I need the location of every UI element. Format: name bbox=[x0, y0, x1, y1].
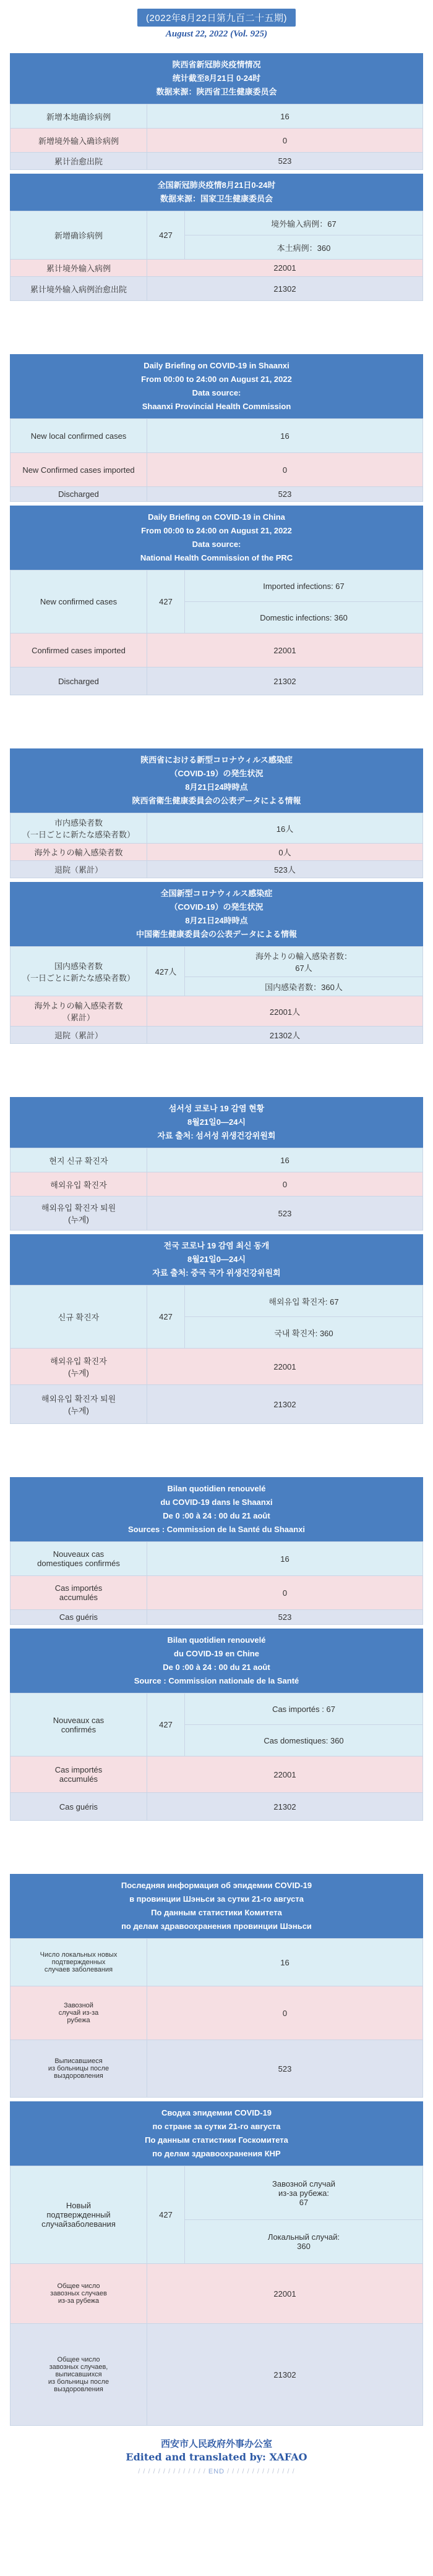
table-row: 退院（累計） 523人 bbox=[11, 861, 423, 878]
shaanxi-briefing-kr bbox=[10, 1097, 423, 1231]
table-row: 市内感染者数 （一日ごとに新たな感染者数） 16人 bbox=[11, 813, 423, 844]
organization-name: 西安市人民政府外事办公室 bbox=[160, 2438, 272, 2449]
block-title: Bilan quotidien renouvelé du COVID-19 dans le Shaanxi De 0 :00 à 24 : 00 du 21 août Sources : Commission de la Santé du Shaanxi bbox=[10, 1477, 423, 1541]
section-english bbox=[10, 354, 423, 695]
table-row: Confirmed cases imported 22001 bbox=[11, 633, 423, 667]
stats-table bbox=[10, 1148, 423, 1231]
table-row: New confirmed cases 427 Imported infections: 67 bbox=[11, 570, 423, 602]
table-row: 累计境外输入病例 22001 bbox=[11, 260, 423, 277]
block-title: Daily Briefing on COVID-19 in Shaanxi From 00:00 to 24:00 on August 21, 2022 Data source: Shaanxi Provincial Health Commission bbox=[10, 354, 423, 418]
translation-credit: Edited and translated by: XAFAO bbox=[126, 2451, 307, 2463]
china-briefing-cn bbox=[10, 174, 423, 301]
block-title: Сводка эпидемии COVID-19 по стране за сутки 21-го августа По данным статистики Госкомитета по делам здравоохранения КНР bbox=[10, 2101, 423, 2166]
table-row: Cas guéris 523 bbox=[11, 1610, 423, 1625]
table-row: New Confirmed cases imported 0 bbox=[11, 453, 423, 487]
stats-table bbox=[10, 1693, 423, 1821]
table-row: 국내 확진자: 360 bbox=[11, 1317, 423, 1349]
table-row: 累计境外输入病例治愈出院 21302 bbox=[11, 277, 423, 301]
section-chinese bbox=[10, 53, 423, 301]
shaanxi-briefing-en bbox=[10, 354, 423, 502]
block-title: Последняя информация об эпидемии COVID-19 в провинции Шэньси за сутки 21-го августа По данным статистики Комитета по делам здравоохранения провинции Шэньси bbox=[10, 1874, 423, 1938]
stats-table bbox=[10, 946, 423, 1044]
divider-dots-icon: / / / / / / / / / / / / / / bbox=[138, 2468, 208, 2475]
block-title: 전국 코로나 19 감염 최신 동개 8월21일0—24시 자료 출처: 중국 국가 위생건강위원회 bbox=[10, 1234, 423, 1285]
shaanxi-briefing-fr bbox=[10, 1477, 423, 1625]
table-row: 新增境外输入确诊病例 0 bbox=[11, 129, 423, 153]
table-row: Общее число завозных случаев, выписавшихся из больницы после выздоровления 21302 bbox=[11, 2324, 423, 2426]
table-row: Domestic infections: 360 bbox=[11, 602, 423, 633]
table-row: 新增确诊病例 427 境外输入病例：67 bbox=[11, 211, 423, 235]
stats-table bbox=[10, 2166, 423, 2426]
china-briefing-en bbox=[10, 506, 423, 695]
china-briefing-ru bbox=[10, 2101, 423, 2426]
table-row: 해외유입 확진자 (누계) 22001 bbox=[11, 1349, 423, 1385]
stats-table bbox=[10, 570, 423, 695]
table-row: Число локальных новых подтвержденных случаев заболевания 16 bbox=[11, 1939, 423, 1986]
section-russian bbox=[10, 1874, 423, 2426]
block-title: 全国新型コロナウィルス感染症 （COVID-19）の発生状況 8月21日24時時点 中国衛生健康委員会の公表データによる情報 bbox=[10, 882, 423, 946]
block-title: 섬서성 코로나 19 감염 현황 8월21일0—24시 자료 출처: 섬서성 위생건강위원회 bbox=[10, 1097, 423, 1148]
china-briefing-fr bbox=[10, 1629, 423, 1821]
table-row: Discharged 21302 bbox=[11, 667, 423, 695]
stats-table bbox=[10, 211, 423, 301]
table-row: 현지 신규 확진자 16 bbox=[11, 1148, 423, 1172]
block-title: Daily Briefing on COVID-19 in China From 00:00 to 24:00 on August 21, 2022 Data source: National Health Commission of the PRC bbox=[10, 506, 423, 570]
issue-date-english: August 22, 2022 (Vol. 925) bbox=[165, 29, 268, 39]
table-row: 해외유입 확진자 0 bbox=[11, 1172, 423, 1197]
table-row: Cas importés accumulés 22001 bbox=[11, 1756, 423, 1793]
china-briefing-kr bbox=[10, 1234, 423, 1424]
table-row: Новый подтвержденный случайзаболевания 427 Завозной случай из-за рубежа: 67 bbox=[11, 2166, 423, 2220]
table-row: Cas guéris 21302 bbox=[11, 1793, 423, 1821]
table-row: 해외유입 확진자 퇴원 (누계) 523 bbox=[11, 1197, 423, 1231]
china-briefing-jp bbox=[10, 882, 423, 1044]
table-row: Общее число завозных случаев из-за рубежа 22001 bbox=[11, 2264, 423, 2324]
shaanxi-briefing-cn bbox=[10, 53, 423, 170]
page-footer bbox=[0, 2437, 433, 2484]
shaanxi-briefing-jp bbox=[10, 748, 423, 878]
table-row: 신규 확진자 427 해외유입 확진자: 67 bbox=[11, 1286, 423, 1317]
table-row: 累计治愈出院 523 bbox=[11, 153, 423, 170]
table-row: 해외유입 확진자 퇴원 (누계) 21302 bbox=[11, 1385, 423, 1424]
end-mark bbox=[0, 2468, 433, 2475]
shaanxi-briefing-ru bbox=[10, 1874, 423, 2098]
table-row: 海外よりの輸入感染者数 0人 bbox=[11, 844, 423, 861]
block-title: 陝西省における新型コロナウィルス感染症 （COVID-19）の発生状況 8月21日24時時点 陝西省衛生健康委員会の公表データによる情報 bbox=[10, 748, 423, 813]
stats-table bbox=[10, 1285, 423, 1424]
page-header bbox=[0, 0, 433, 40]
table-row: Nouveaux cas confirmés 427 Cas importés : 67 bbox=[11, 1693, 423, 1725]
table-row: Завозной случай из-за рубежа 0 bbox=[11, 1986, 423, 2040]
table-row: 国内感染者数 （一日ごとに新たな感染者数） 427人 海外よりの輸入感染者数： 67人 bbox=[11, 947, 423, 977]
table-row: Nouveaux cas domestiques confirmés 16 bbox=[11, 1542, 423, 1576]
stats-table bbox=[10, 418, 423, 502]
block-title: Bilan quotidien renouvelé du COVID-19 en Chine De 0 :00 à 24 : 00 du 21 août Source : Commission nationale de la Santé bbox=[10, 1629, 423, 1693]
table-row: 新增本地确诊病例 16 bbox=[11, 104, 423, 129]
issue-date-badge: (2022年8月22日第九百二十五期) bbox=[137, 9, 296, 27]
table-row: Cas domestiques: 360 bbox=[11, 1725, 423, 1756]
stats-table bbox=[10, 813, 423, 878]
table-row: 国内感染者数：360人 bbox=[11, 977, 423, 996]
table-row: 本土病例：360 bbox=[11, 235, 423, 260]
table-row: New local confirmed cases 16 bbox=[11, 419, 423, 453]
block-title: 陕西省新冠肺炎疫情情况 统计截至8月21日 0-24时 数据来源：陕西省卫生健康委员会 bbox=[10, 53, 423, 104]
stats-table bbox=[10, 1541, 423, 1625]
stats-table bbox=[10, 1938, 423, 2098]
stats-table bbox=[10, 104, 423, 170]
table-row: 退院（累計） 21302人 bbox=[11, 1027, 423, 1044]
table-row: Discharged 523 bbox=[11, 487, 423, 502]
block-title: 全国新冠肺炎疫情8月21日0-24时 数据来源：国家卫生健康委员会 bbox=[10, 174, 423, 211]
table-row: 海外よりの輸入感染者数 （累計） 22001人 bbox=[11, 996, 423, 1027]
section-korean bbox=[10, 1097, 423, 1424]
section-japanese bbox=[10, 748, 423, 1044]
table-row: Cas importés accumulés 0 bbox=[11, 1576, 423, 1610]
table-row: Локальный случай: 360 bbox=[11, 2220, 423, 2264]
end-label: END bbox=[208, 2468, 225, 2475]
divider-dots-icon: / / / / / / / / / / / / / / bbox=[227, 2468, 295, 2475]
table-row: Выписавшиеся из больницы после выздоровления 523 bbox=[11, 2040, 423, 2098]
section-french bbox=[10, 1477, 423, 1821]
